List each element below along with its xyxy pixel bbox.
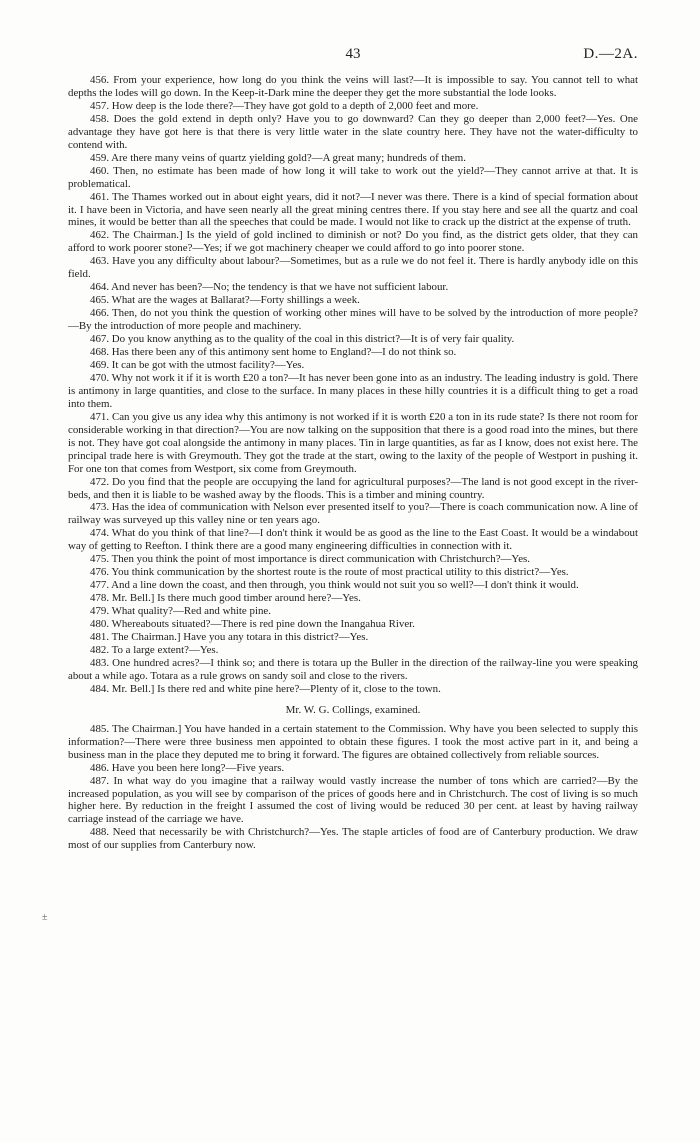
qa-paragraph: 488. Need that necessarily be with Christchurch?—Yes. The staple articles of food are of Canterbury production. We draw most of our supplies from Canterbury now. — [68, 826, 638, 852]
qa-paragraph: 481. The Chairman.] Have you any totara in this district?—Yes. — [90, 630, 369, 643]
qa-paragraph: 461. The Thames worked out in about eight years, did it not?—I never was there. There is a kind of special formation about it. I have been in Victoria, and have seen nearly all the great mining centres there. If you stay here and see all the quartz and coal mines, it would be better than all the speeches that could be made. I would not like to crack up the district at the expense of truth. — [68, 190, 638, 229]
qa-paragraph: 469. It can be got with the utmost facility?—Yes. — [90, 358, 305, 371]
qa-paragraph: 476. You think communication by the shortest route is the route of most practical utility to this district?—Yes. — [90, 566, 569, 579]
qa-paragraph: 474. What do you think of that line?—I don't think it would be as good as the line to the East Coast. It would be a windabout way of getting to Reefton. I think there are a good many engineering difficulties in connection with it. — [68, 527, 638, 553]
qa-paragraph: 487. In what way do you imagine that a railway would vastly increase the number of tons which are carried?—By the increased population, as you will see by comparison of the prices of goods here and in Christchurch. The cost of living is so much higher here. By reduction in the freight I assumed the cost of living would be reduced 30 per cent. at least by having railway carriage instead of the carriage we have. — [68, 774, 638, 826]
qa-paragraph: 458. Does the gold extend in depth only? Have you to go downward? Can they go deeper than 2,000 feet?—Yes. One advantage they have got here is that there is very little water in the slate country here. They have not the water-difficulty to contend with. — [68, 112, 638, 151]
qa-paragraph: 473. Has the idea of communication with Nelson ever presented itself to you?—There is coach communication now. A line of railway was surveyed up this valley nine or ten years ago. — [68, 501, 638, 527]
document-reference: D.—2A. — [583, 46, 638, 62]
qa-paragraph: 463. Have you any difficulty about labour?—Sometimes, but as a rule we do not feel it. There is hardly anybody idle on this field. — [68, 255, 638, 281]
qa-paragraph: 468. Has there been any of this antimony sent home to England?—I do not think so. — [90, 346, 457, 359]
qa-paragraph: 480. Whereabouts situated?—There is red pine down the Inangahua River. — [90, 618, 415, 631]
qa-paragraph: 465. What are the wages at Ballarat?—Forty shillings a week. — [90, 294, 360, 307]
document-page — [68, 46, 638, 852]
qa-paragraph: 477. And a line down the coast, and then through, you think would not suit you so well?—I don't think it would. — [90, 579, 579, 592]
testimony-after — [68, 723, 638, 853]
qa-paragraph: 475. Then you think the point of most importance is direct communication with Christchurch?—Yes. — [90, 553, 531, 566]
qa-paragraph: 472. Do you find that the people are occupying the land for agricultural purposes?—The land is not good except in the river-beds, and then it is liable to be washed away by the floods. This is a timber and mining country. — [68, 475, 638, 501]
page-header — [68, 46, 638, 68]
body-text — [68, 74, 638, 852]
qa-paragraph: 459. Are there many veins of quartz yielding gold?—A great many; hundreds of them. — [90, 151, 466, 164]
qa-paragraph: 483. One hundred acres?—I think so; and there is totara up the Buller in the direction of the railway-line you were speaking about a while ago. Totara as a rule grows on sandy soil and close to the rivers. — [68, 656, 638, 682]
qa-paragraph: 482. To a large extent?—Yes. — [90, 643, 219, 656]
witness-heading: Mr. W. G. Collings, examined. — [285, 703, 421, 716]
qa-paragraph: 484. Mr. Bell.] Is there red and white pine here?—Plenty of it, close to the town. — [90, 682, 441, 695]
qa-paragraph: 479. What quality?—Red and white pine. — [90, 605, 271, 618]
qa-paragraph: 486. Have you been here long?—Five years. — [90, 761, 285, 774]
page-number: 43 — [345, 46, 361, 62]
qa-paragraph: 464. And never has been?—No; the tendency is that we have not sufficient labour. — [90, 281, 449, 294]
testimony-before — [68, 74, 638, 696]
qa-paragraph: 471. Can you give us any idea why this antimony is not worked if it is worth £20 a ton in its rude state? Is there not room for considerable working in that direction?—You are now talking on the supposition that there is a good road into the mines, but there is not. They have got coal alongside the antimony in many places. Tin in large quantities, as far as I know, does not exist here. The principal trade here is with Greymouth. They got the trade at the start, owing to the laxity of the people of Westport in pushing it. For one ton that comes from Westport, six come from Greymouth. — [68, 410, 638, 475]
qa-paragraph: 457. How deep is the lode there?—They have got gold to a depth of 2,000 feet and more. — [90, 99, 479, 112]
qa-paragraph: 467. Do you know anything as to the quality of the coal in this district?—It is of very fair quality. — [90, 333, 515, 346]
qa-paragraph: 466. Then, do not you think the question of working other mines will have to be solved by the introduction of more people?—By the introduction of more people and machinery. — [68, 307, 638, 333]
qa-paragraph: 456. From your experience, how long do you think the veins will last?—It is impossible to say. You cannot tell to what depths the lodes will go down. In the Keep-it-Dark mine the deeper they get the more substantial the lode looks. — [68, 74, 638, 99]
qa-paragraph: 478. Mr. Bell.] Is there much good timber around here?—Yes. — [90, 592, 361, 605]
qa-paragraph: 460. Then, no estimate has been made of how long it will take to work out the yield?—They cannot arrive at that. It is problematical. — [68, 164, 638, 190]
margin-mark: ± — [42, 912, 48, 923]
qa-paragraph: 470. Why not work it if it is worth £20 a ton?—It has never been gone into as an industry. The leading industry is gold. There is antimony in large quantities, and close to the surface. In many places in these hilly countries it is a difficult thing to get a road into them. — [68, 371, 638, 410]
qa-paragraph: 485. The Chairman.] You have handed in a certain statement to the Commission. Why have you been selected to supply this information?—There were three business men appointed to obtain these figures. I took the most active part in it, and being a business man in the place they deputed me to bring it forward. The figures are obtained collectively from reliable sources. — [68, 722, 638, 761]
qa-paragraph: 462. The Chairman.] Is the yield of gold inclined to diminish or not? Do you find, as the district gets older, that they can afford to work poorer stone?—Yes; if we got machinery cheaper we could afford to go into poorer stone. — [68, 229, 638, 255]
